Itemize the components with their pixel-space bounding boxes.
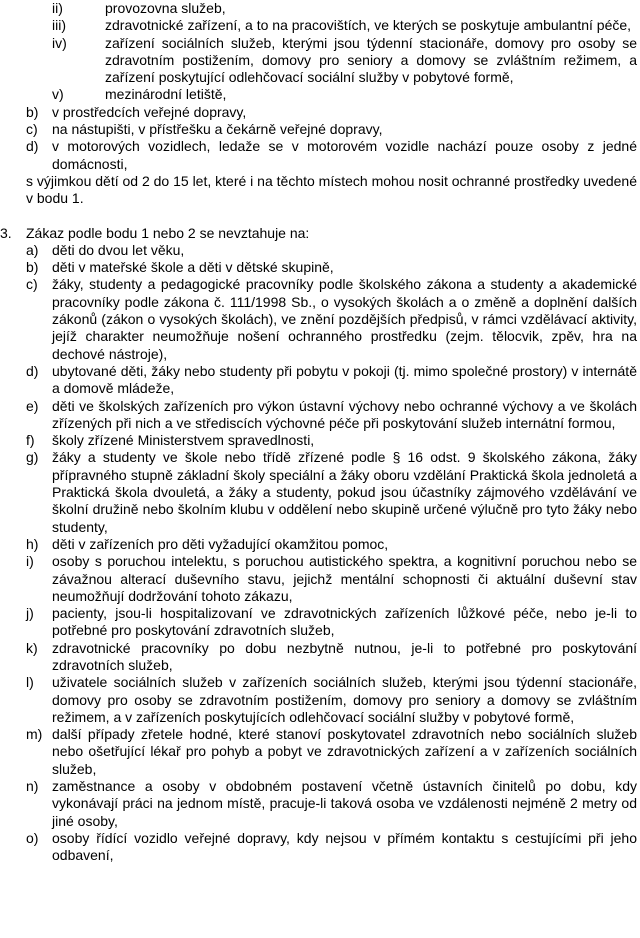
list-item xyxy=(0,432,640,449)
list-item xyxy=(0,104,640,121)
item-label: l) xyxy=(26,674,34,691)
item-text: zdravotnické zařízení, a to na pracovištích, ve kterých se poskytuje ambulantní péče, xyxy=(105,17,632,34)
item-label: k) xyxy=(26,639,38,656)
item-text: zařízení sociálních služeb, kterými jsou týdenní stacionáře, domovy pro osoby se zdravotním postižením, domovy pro seniory a domovy se zvláštním režimem, a zařízení poskytující odlehčovací sociální služby v pobytové formě, xyxy=(105,34,637,86)
list-item xyxy=(0,830,640,865)
item-text: na nástupišti, v přístřešku a čekárně veřejné dopravy, xyxy=(52,121,383,138)
item-text: osoby s poruchou intelektu, s poruchou autistického spektra, a kognitivní poruchou nebo se závažnou alterací duševního stavu, jejichž mentální schopnosti či aktuální duševní stav neumožňují dodržování tohoto zákazu, xyxy=(52,553,637,604)
item-text: školy zřízené Ministerstvem spravedlnosti, xyxy=(52,432,315,449)
item-label: b) xyxy=(26,103,39,120)
item-text: žáky, studenty a pedagogické pracovníky podle školského zákona a studenty a akademické pracovníky podle zákona č. 111/1998 Sb., o vysokých školách a o změně a doplnění dalších zákonů (zákon o vysokých školách), ve znění pozdějších předpisů, v rámci vzdělávací aktivity, jejíž charakter neumožňuje nošení ochranného prostředku (zejm. tělocvik, zpěv, hra na dechové nástroje), xyxy=(52,276,637,362)
item-text: další případy zřetele hodné, které stanoví poskytovatel zdravotních nebo sociálních služeb nebo ošetřující lékař pro pohyb a pobyt ve zdravotnických zařízení a v zařízeních sociálních služeb, xyxy=(52,726,637,777)
list-item xyxy=(0,121,640,138)
item-label: d) xyxy=(26,362,39,379)
item-label: v) xyxy=(52,86,64,103)
exception-text: s výjimkou dětí od 2 do 15 let, které i na těchto místech mohou nosit ochranné prostředky uvedené v bodu 1. xyxy=(26,172,637,207)
item-label: c) xyxy=(26,276,38,293)
section-number: 3. xyxy=(0,224,12,241)
item-label: iv) xyxy=(52,34,67,51)
item-text: děti do dvou let věku, xyxy=(52,241,185,258)
section-gap xyxy=(0,208,640,225)
item-label: c) xyxy=(26,121,38,138)
item-text: provozovna služeb, xyxy=(105,0,226,16)
list-item xyxy=(0,726,640,778)
list-item xyxy=(0,553,640,605)
list-item xyxy=(0,640,640,675)
list-item xyxy=(0,0,640,17)
item-text: žáky a studenty ve škole nebo třídě zřízené podle § 16 odst. 9 školského zákona, žáky přípravného stupně základní školy speciální a žáky oboru vzdělání Praktická škola jednoletá a Praktická škola dvouletá, a žáky a studenty, pokud jsou účastníky zájmového vzdělávání ve školní družině nebo školním klubu v oddělení nebo skupině určené výlučně pro tyto žáky nebo studenty, xyxy=(52,449,637,535)
item-text: pacienty, jsou-li hospitalizovaní ve zdravotnických zařízeních lůžkové péče, nebo je-li to potřebné pro poskytování zdravotních služeb, xyxy=(52,605,637,639)
item-label: o) xyxy=(26,829,39,846)
list-item xyxy=(0,536,640,553)
item-label: h) xyxy=(26,535,39,552)
list-item xyxy=(0,17,640,34)
item-text: děti v mateřské škole a děti v dětské skupině, xyxy=(52,259,334,276)
list-item xyxy=(0,449,640,535)
item-label: i) xyxy=(26,553,34,570)
section-heading xyxy=(0,225,640,242)
list-item xyxy=(0,86,640,103)
item-text: děti ve školských zařízeních pro výkon ústavní výchovy nebo ochranné výchovy a ve školách zřízených při nich a ve střediscích výchovné péče při poskytování služeb internátní formou, xyxy=(52,397,637,431)
item-text: zdravotnické pracovníky po dobu nezbytně nutnou, je-li to potřebné pro poskytování zdravotních služeb, xyxy=(52,639,637,673)
item-label: d) xyxy=(26,138,39,155)
list-item xyxy=(0,259,640,276)
exception-paragraph xyxy=(0,173,640,208)
list-item xyxy=(0,138,640,173)
item-label: g) xyxy=(26,449,39,466)
item-text: děti v zařízeních pro děti vyžadující okamžitou pomoc, xyxy=(52,535,389,552)
list-item xyxy=(0,363,640,398)
item-label: b) xyxy=(26,259,39,276)
item-text: osoby řídící vozidlo veřejné dopravy, kdy nejsou v přímém kontaktu s cestujícími při jeho odbavení, xyxy=(52,829,637,864)
list-item xyxy=(0,35,640,87)
item-label: a) xyxy=(26,241,39,258)
list-item xyxy=(0,778,640,830)
item-text: mezinárodní letiště, xyxy=(105,86,227,103)
item-text: zaměstnance a osoby v obdobném postavení včetně ústavních činitelů po dobu, kdy vykonávají práci na jednom místě, pracuje-li taková osoba ve vzdálenosti nejméně 2 metry od jiné osoby, xyxy=(52,778,637,829)
item-text: ubytované děti, žáky nebo studenty při pobytu v pokoji (tj. mimo společné prostory) v internátě a domově mládeže, xyxy=(52,362,637,397)
item-label: j) xyxy=(26,605,34,622)
list-item xyxy=(0,674,640,726)
item-text: v prostředcích veřejné dopravy, xyxy=(52,103,247,120)
list-item xyxy=(0,605,640,640)
list-item xyxy=(0,242,640,259)
item-text: v motorových vozidlech, ledaže se v motorovém vozidle nachází pouze osoby z jedné domácnosti, xyxy=(52,138,637,172)
item-label: n) xyxy=(26,778,39,795)
item-label: e) xyxy=(26,397,39,414)
item-label: f) xyxy=(26,432,35,449)
item-label: ii) xyxy=(52,0,63,16)
section-heading-text: Zákaz podle bodu 1 nebo 2 se nevztahuje na: xyxy=(26,224,310,241)
list-item xyxy=(0,276,640,362)
item-label: m) xyxy=(26,726,43,743)
list-item xyxy=(0,398,640,433)
item-text: uživatele sociálních služeb v zařízeních sociálních služeb, kterými jsou týdenní stacionáře, domovy pro osoby se zdravotním postižením, domovy pro seniory a domovy se zvláštním režimem, a v zařízeních poskytujících odlehčovací sociální služby v pobytové formě, xyxy=(52,674,637,725)
item-label: iii) xyxy=(52,17,66,34)
